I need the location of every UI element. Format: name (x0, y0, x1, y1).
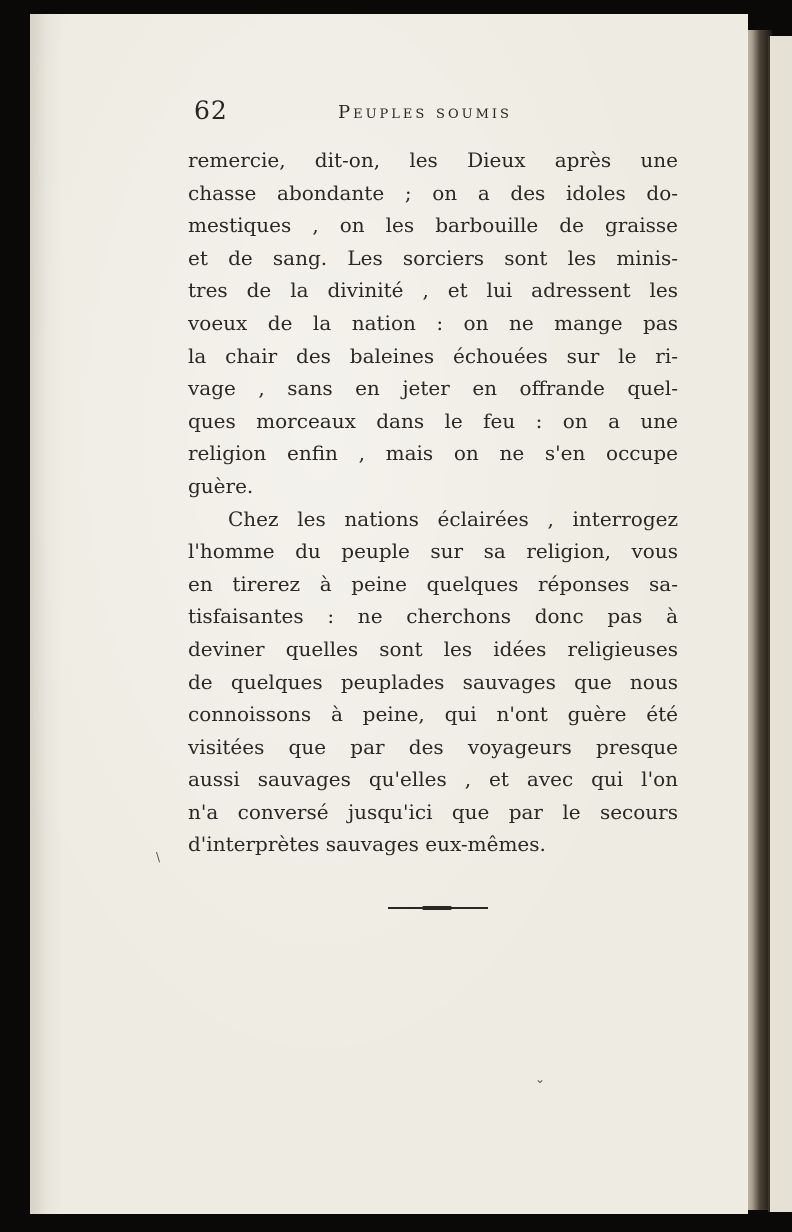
text-line: chasse abondante ; on a des idoles do- (188, 180, 678, 205)
text-line: deviner quelles sont les idées religieuses (188, 636, 678, 661)
text-line: ques morceaux dans le feu : on a une (188, 408, 678, 433)
paper-speck: ⌄ (535, 1072, 546, 1086)
text-line: remercie, dit-on, les Dieux après une (188, 148, 678, 172)
text-line: aussi sauvages qu'elles , et avec qui l'on (188, 767, 678, 792)
text-line: religion enfin , mais on ne s'en occupe (188, 441, 678, 466)
paragraph-2 (188, 503, 678, 862)
text-line: Chez les nations éclairées , interrogez (228, 506, 678, 531)
divider-swell (422, 906, 452, 910)
text-line: visitées que par des voyageurs presque (188, 734, 678, 759)
text-line: tisfaisantes : ne cherchons donc pas à (188, 604, 678, 629)
text-line: en tirerez à peine quelques réponses sa- (188, 571, 678, 596)
text-line: n'a conversé jusqu'ici que par le secours (188, 799, 678, 824)
running-title: Peuples soumis (338, 102, 512, 123)
next-page-edge (768, 36, 792, 1212)
text-line: guère. (188, 473, 254, 498)
text-line: tres de la divinité , et lui adressent les (188, 278, 678, 303)
text-line: de quelques peuplades sauvages que nous (188, 669, 678, 694)
text-line: voeux de la nation : on ne mange pas (188, 310, 678, 335)
page-header (194, 96, 554, 132)
text-line: connoissons à peine, qui n'ont guère été (188, 702, 678, 727)
text-line: et de sang. Les sorciers sont les minis- (188, 245, 678, 270)
text-line: l'homme du peuple sur sa religion, vous (188, 539, 678, 564)
text-line: vage , sans en jeter en offrande quel- (188, 376, 678, 401)
page-number: 62 (194, 96, 228, 125)
paper-speck: \ (156, 850, 161, 864)
text-line: la chair des baleines échouées sur le ri- (188, 343, 678, 368)
ornamental-divider (388, 906, 488, 910)
body-text (188, 144, 678, 861)
paragraph-1 (188, 144, 678, 503)
text-line: d'interprètes sauvages eux-mêmes. (188, 832, 546, 857)
text-line: mestiques , on les barbouille de graisse (188, 213, 678, 238)
